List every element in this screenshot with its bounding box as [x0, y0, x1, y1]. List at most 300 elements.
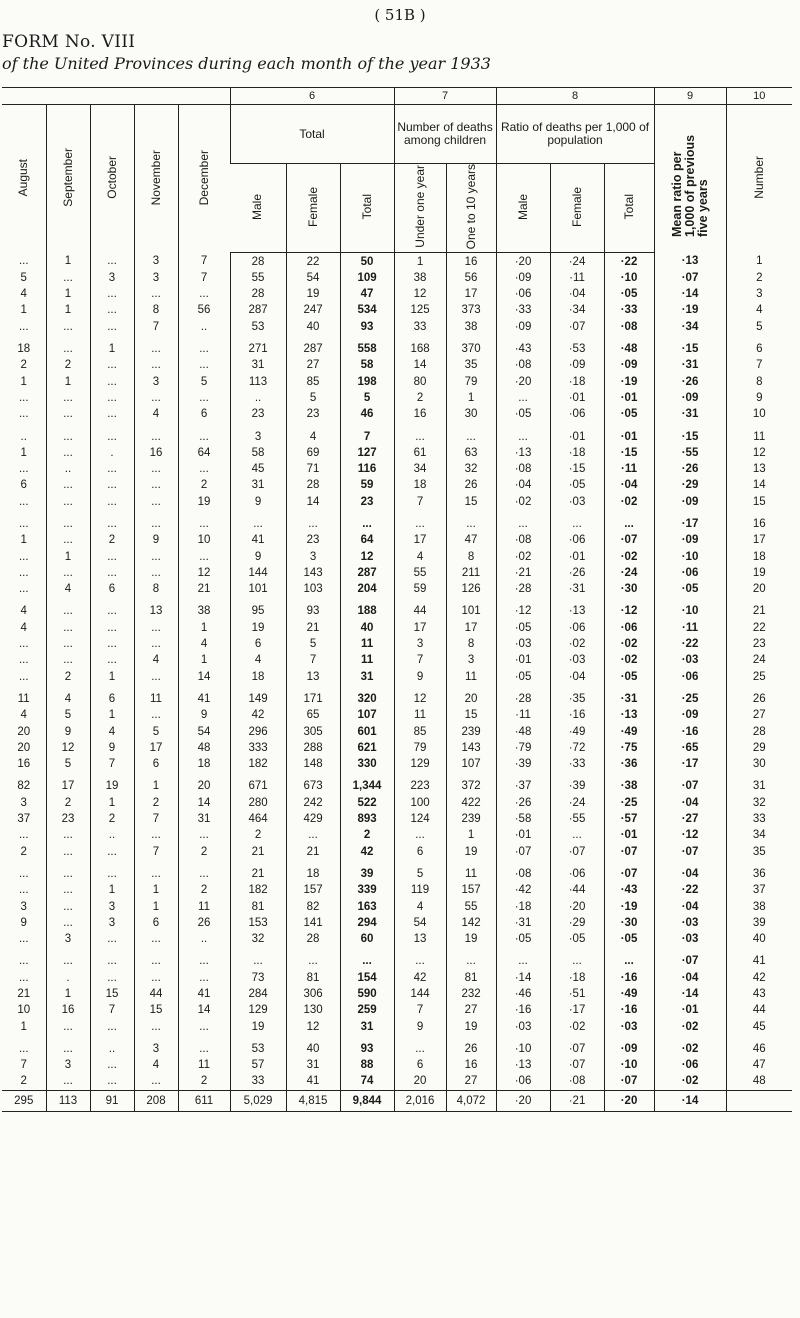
table-cell: 41: [286, 1073, 340, 1090]
table-cell: ...: [46, 516, 90, 532]
table-cell: 4: [726, 302, 792, 318]
table-cell: 320: [340, 691, 394, 707]
total-cell: ·14: [654, 1090, 726, 1111]
table-cell: ·18: [496, 898, 550, 914]
table-row: [2, 778, 792, 794]
table-cell: 6: [134, 915, 178, 931]
table-row: [2, 882, 792, 898]
table-cell: 6: [90, 691, 134, 707]
table-cell: ..: [20, 430, 27, 443]
table-cell: 5: [394, 866, 446, 882]
table-cell: 44: [394, 603, 446, 619]
table-cell: ...: [394, 953, 446, 969]
table-cell: ...: [90, 461, 134, 477]
table-cell: 7: [394, 494, 446, 510]
table-cell: ·38: [604, 778, 654, 794]
table-cell: 7: [134, 319, 178, 335]
table-cell: 370: [446, 341, 496, 357]
table-cell: 127: [340, 445, 394, 461]
table-cell: 129: [394, 756, 446, 772]
total-cell: 295: [2, 1090, 46, 1111]
total-cell: 611: [178, 1090, 230, 1111]
table-cell: ·04: [604, 477, 654, 493]
table-cell: ...: [46, 565, 90, 581]
table-cell: ...: [134, 620, 178, 636]
group-header-total: Total: [230, 105, 394, 164]
table-cell: 82: [17, 780, 31, 793]
table-cell: 288: [286, 740, 340, 756]
table-cell: 15: [446, 494, 496, 510]
table-cell: 15: [134, 1002, 178, 1018]
table-cell: 61: [394, 445, 446, 461]
table-cell: 1: [20, 446, 27, 459]
table-cell: ·20: [550, 898, 604, 914]
table-cell: ...: [134, 970, 178, 986]
table-cell: 46: [340, 406, 394, 422]
table-cell: 18: [230, 669, 286, 685]
table-cell: 12: [46, 740, 90, 756]
table-cell: 2: [46, 357, 90, 373]
table-cell: ·16: [550, 707, 604, 723]
table-row: [2, 461, 792, 477]
table-cell: ...: [18, 255, 29, 268]
table-cell: ·33: [550, 756, 604, 772]
table-cell: 4: [20, 621, 27, 634]
table-cell: 1: [46, 373, 90, 389]
table-cell: ·17: [550, 1002, 604, 1018]
table-cell: 119: [394, 882, 446, 898]
table-cell: 171: [286, 691, 340, 707]
table-cell: ·02: [654, 1018, 726, 1034]
table-cell: 182: [230, 882, 286, 898]
table-cell: 7: [726, 357, 792, 373]
table-cell: 74: [340, 1073, 394, 1090]
table-cell: ...: [90, 866, 134, 882]
table-cell: ·26: [550, 565, 604, 581]
table-cell: ·39: [496, 756, 550, 772]
table-cell: 32: [230, 931, 286, 947]
table-cell: 14: [394, 357, 446, 373]
table-cell: ...: [496, 953, 550, 969]
table-cell: ·03: [654, 652, 726, 668]
table-row: [2, 756, 792, 772]
table-cell: ·07: [550, 1057, 604, 1073]
table-cell: ·24: [604, 565, 654, 581]
table-cell: 5: [46, 707, 90, 723]
table-row: [2, 565, 792, 581]
table-cell: 242: [286, 795, 340, 811]
table-row: [2, 581, 792, 597]
table-cell: ...: [46, 620, 90, 636]
table-cell: ...: [46, 898, 90, 914]
form-subtitle: of the United Provinces during each month of the year 1933: [2, 54, 491, 73]
table-cell: 116: [340, 461, 394, 477]
table-cell: 6: [90, 581, 134, 597]
table-cell: 232: [446, 986, 496, 1002]
table-cell: ·13: [496, 445, 550, 461]
table-cell: 13: [394, 931, 446, 947]
table-cell: 3: [726, 286, 792, 302]
table-cell: ...: [178, 866, 230, 882]
table-cell: 37: [17, 813, 31, 826]
table-cell: 16: [394, 406, 446, 422]
table-cell: 23: [230, 406, 286, 422]
total-cell: 9,844: [340, 1090, 394, 1111]
table-cell: 2: [230, 827, 286, 843]
table-cell: 4: [20, 288, 27, 301]
table-row: [2, 319, 792, 335]
table-cell: 45: [726, 1018, 792, 1034]
table-cell: ·27: [654, 811, 726, 827]
table-cell: ·43: [496, 341, 550, 357]
table-cell: 13: [726, 461, 792, 477]
table-cell: 9: [726, 390, 792, 406]
leaf-header-ratio-male: Male: [496, 164, 550, 253]
table-cell: ..: [90, 827, 134, 843]
table-cell: ·29: [550, 915, 604, 931]
month-header-august: August: [16, 158, 31, 197]
table-cell: 8: [446, 548, 496, 564]
table-cell: ·12: [654, 827, 726, 843]
table-cell: 19: [90, 778, 134, 794]
table-cell: 113: [230, 373, 286, 389]
table-cell: 204: [340, 581, 394, 597]
table-cell: ·35: [550, 691, 604, 707]
table-cell: 5: [286, 390, 340, 406]
table-cell: ...: [286, 953, 340, 969]
table-cell: ...: [18, 829, 29, 842]
table-cell: 9: [230, 494, 286, 510]
table-cell: 1: [134, 778, 178, 794]
table-cell: 306: [286, 986, 340, 1002]
table-cell: ...: [90, 652, 134, 668]
table-cell: ...: [340, 953, 394, 969]
table-cell: 11: [446, 669, 496, 685]
table-cell: ...: [178, 970, 230, 986]
table-cell: 2: [46, 795, 90, 811]
table-cell: 4: [134, 1057, 178, 1073]
table-row: [2, 1041, 792, 1057]
table-cell: ...: [18, 463, 29, 476]
table-cell: 671: [230, 778, 286, 794]
table-cell: 10: [726, 406, 792, 422]
table-cell: 40: [726, 931, 792, 947]
table-cell: 1: [46, 286, 90, 302]
table-cell: ·15: [654, 428, 726, 444]
table-cell: 20: [178, 778, 230, 794]
table-cell: 101: [230, 581, 286, 597]
table-cell: ·31: [654, 357, 726, 373]
table-cell: ...: [134, 669, 178, 685]
leaf-header-one-to-ten-years: One to 10 years: [446, 164, 496, 253]
table-cell: 12: [286, 1018, 340, 1034]
table-row: [2, 445, 792, 461]
table-cell: ...: [18, 517, 29, 530]
table-row: [2, 915, 792, 931]
table-cell: 182: [230, 756, 286, 772]
table-cell: 58: [340, 357, 394, 373]
total-cell: ·20: [496, 1090, 550, 1111]
table-cell: 2: [340, 827, 394, 843]
table-cell: 211: [446, 565, 496, 581]
table-cell: 30: [726, 756, 792, 772]
table-cell: ...: [90, 286, 134, 302]
table-cell: 38: [446, 319, 496, 335]
table-cell: 54: [394, 915, 446, 931]
table-cell: ·14: [496, 970, 550, 986]
table-cell: ·03: [654, 931, 726, 947]
table-cell: ·01: [604, 390, 654, 406]
table-cell: ·02: [604, 494, 654, 510]
table-cell: 39: [726, 915, 792, 931]
table-cell: ·48: [496, 723, 550, 739]
table-cell: 16: [134, 445, 178, 461]
table-cell: ...: [178, 461, 230, 477]
total-cell: [726, 1090, 792, 1111]
table-cell: ·06: [550, 532, 604, 548]
table-cell: 47: [446, 532, 496, 548]
table-cell: ...: [46, 494, 90, 510]
table-cell: 129: [230, 1002, 286, 1018]
table-cell: ...: [90, 516, 134, 532]
table-cell: ...: [18, 391, 29, 404]
table-cell: ·72: [550, 740, 604, 756]
table-row: [2, 341, 792, 357]
table-cell: 22: [286, 253, 340, 270]
table-row: [2, 691, 792, 707]
table-cell: 6: [178, 406, 230, 422]
table-cell: 7: [178, 253, 230, 270]
group-header-mean-ratio: Mean ratio per 1,000 of previous five years: [654, 105, 726, 253]
table-cell: 5: [178, 373, 230, 389]
table-row: [2, 866, 792, 882]
table-cell: 18: [394, 477, 446, 493]
table-cell: ...: [46, 882, 90, 898]
table-cell: ·75: [604, 740, 654, 756]
table-cell: ·06: [550, 620, 604, 636]
table-cell: ·16: [604, 1002, 654, 1018]
leaf-header-total: Total: [340, 164, 394, 253]
table-cell: 53: [230, 1041, 286, 1057]
table-cell: ...: [134, 494, 178, 510]
table-cell: 33: [726, 811, 792, 827]
table-cell: 79: [446, 373, 496, 389]
table-cell: 31: [286, 1057, 340, 1073]
table-cell: 6: [20, 479, 27, 492]
table-cell: ·49: [550, 723, 604, 739]
table-cell: 11: [726, 428, 792, 444]
table-cell: 18: [726, 548, 792, 564]
table-cell: ·19: [604, 373, 654, 389]
table-cell: 3: [20, 900, 27, 913]
table-cell: 9: [178, 707, 230, 723]
table-cell: ...: [446, 428, 496, 444]
table-row: [2, 373, 792, 389]
table-cell: 1: [46, 253, 90, 270]
table-cell: ·08: [496, 461, 550, 477]
table-row: [2, 357, 792, 373]
table-cell: ·02: [654, 1073, 726, 1090]
month-header-november: November: [134, 105, 178, 253]
table-cell: 59: [340, 477, 394, 493]
table-row: [2, 620, 792, 636]
table-cell: ·09: [604, 1041, 654, 1057]
table-cell: ·12: [604, 603, 654, 619]
table-cell: 157: [286, 882, 340, 898]
table-cell: ·09: [654, 532, 726, 548]
table-cell: 14: [178, 669, 230, 685]
group-header-deaths-among-children: Number of deaths among children: [394, 105, 496, 164]
table-cell: 20: [17, 741, 31, 754]
table-cell: ·03: [496, 636, 550, 652]
table-row: [2, 302, 792, 318]
table-cell: 19: [446, 1018, 496, 1034]
column-number: 6: [230, 88, 394, 105]
table-cell: 5: [726, 319, 792, 335]
table-cell: 22: [726, 620, 792, 636]
table-cell: 58: [230, 445, 286, 461]
table-cell: ...: [90, 390, 134, 406]
table-cell: 522: [340, 795, 394, 811]
table-cell: 422: [446, 795, 496, 811]
table-cell: ...: [90, 953, 134, 969]
table-cell: 9: [394, 1018, 446, 1034]
table-cell: ·07: [496, 843, 550, 859]
table-cell: ...: [178, 548, 230, 564]
table-cell: ·14: [654, 986, 726, 1002]
table-cell: 168: [394, 341, 446, 357]
table-cell: 88: [340, 1057, 394, 1073]
table-cell: 42: [394, 970, 446, 986]
table-cell: 21: [230, 843, 286, 859]
table-cell: 38: [178, 603, 230, 619]
table-cell: 38: [726, 898, 792, 914]
table-cell: ...: [46, 652, 90, 668]
total-cell: ·21: [550, 1090, 604, 1111]
table-row: [2, 723, 792, 739]
table-cell: 10: [178, 532, 230, 548]
table-cell: ...: [46, 341, 90, 357]
table-cell: ·12: [496, 603, 550, 619]
table-cell: 19: [286, 286, 340, 302]
table-cell: ...: [46, 477, 90, 493]
table-cell: 28: [286, 477, 340, 493]
total-cell: 208: [134, 1090, 178, 1111]
totals-row: [2, 1090, 792, 1111]
table-cell: 40: [340, 620, 394, 636]
table-cell: 621: [340, 740, 394, 756]
table-cell: 41: [178, 691, 230, 707]
table-cell: 23: [46, 811, 90, 827]
table-cell: 41: [178, 986, 230, 1002]
table-body: [2, 253, 792, 1111]
table-cell: 20: [394, 1073, 446, 1090]
table-cell: 33: [230, 1073, 286, 1090]
table-cell: 280: [230, 795, 286, 811]
table-cell: 19: [446, 843, 496, 859]
table-cell: ·21: [496, 565, 550, 581]
table-cell: ·13: [654, 253, 726, 270]
table-cell: 107: [340, 707, 394, 723]
table-cell: ·15: [604, 445, 654, 461]
table-cell: 6: [394, 843, 446, 859]
table-cell: ·06: [496, 286, 550, 302]
table-row: [2, 532, 792, 548]
table-row: [2, 795, 792, 811]
table-cell: ·04: [654, 898, 726, 914]
table-cell: ...: [90, 548, 134, 564]
table-cell: 21: [286, 843, 340, 859]
table-cell: ·17: [654, 756, 726, 772]
table-cell: 130: [286, 1002, 340, 1018]
table-cell: ·51: [550, 986, 604, 1002]
table-cell: 590: [340, 986, 394, 1002]
table-cell: 32: [446, 461, 496, 477]
table-row: [2, 669, 792, 685]
table-cell: ·13: [604, 707, 654, 723]
table-cell: ·07: [654, 843, 726, 859]
total-cell: ·20: [604, 1090, 654, 1111]
table-cell: 1: [46, 548, 90, 564]
table-cell: ·19: [654, 302, 726, 318]
table-cell: 1: [134, 898, 178, 914]
table-cell: 2: [726, 270, 792, 286]
table-cell: 2: [178, 477, 230, 493]
table-cell: 2: [394, 390, 446, 406]
table-cell: ·28: [496, 691, 550, 707]
table-cell: 21: [726, 603, 792, 619]
table-cell: 34: [726, 827, 792, 843]
table-cell: 1: [20, 1020, 27, 1033]
table-cell: ·06: [654, 565, 726, 581]
table-cell: 55: [394, 565, 446, 581]
table-cell: 259: [340, 1002, 394, 1018]
table-cell: ·18: [550, 373, 604, 389]
total-cell: 5,029: [230, 1090, 286, 1111]
table-cell: ...: [134, 827, 178, 843]
table-row: [2, 1018, 792, 1034]
table-cell: 6: [230, 636, 286, 652]
table-cell: ...: [134, 477, 178, 493]
table-cell: 26: [178, 915, 230, 931]
table-cell: 59: [394, 581, 446, 597]
table-cell: 8: [134, 302, 178, 318]
table-cell: 1: [90, 341, 134, 357]
table-row: [2, 953, 792, 969]
table-cell: 64: [340, 532, 394, 548]
table-cell: ·57: [604, 811, 654, 827]
table-row: [2, 636, 792, 652]
total-cell: 91: [90, 1090, 134, 1111]
table-cell: 21: [286, 620, 340, 636]
table-cell: 3: [134, 1041, 178, 1057]
month-header-october: October: [90, 105, 134, 253]
table-row: [2, 1002, 792, 1018]
table-cell: ·07: [654, 270, 726, 286]
table-cell: ...: [90, 843, 134, 859]
table-cell: ...: [90, 565, 134, 581]
table-cell: 11: [394, 707, 446, 723]
table-cell: ·11: [654, 620, 726, 636]
table-cell: 26: [446, 1041, 496, 1057]
table-cell: 19: [446, 931, 496, 947]
table-cell: ·05: [550, 477, 604, 493]
table-cell: ·22: [604, 253, 654, 270]
table-cell: ...: [496, 428, 550, 444]
table-cell: 31: [726, 778, 792, 794]
table-cell: ·11: [496, 707, 550, 723]
table-row: [2, 811, 792, 827]
